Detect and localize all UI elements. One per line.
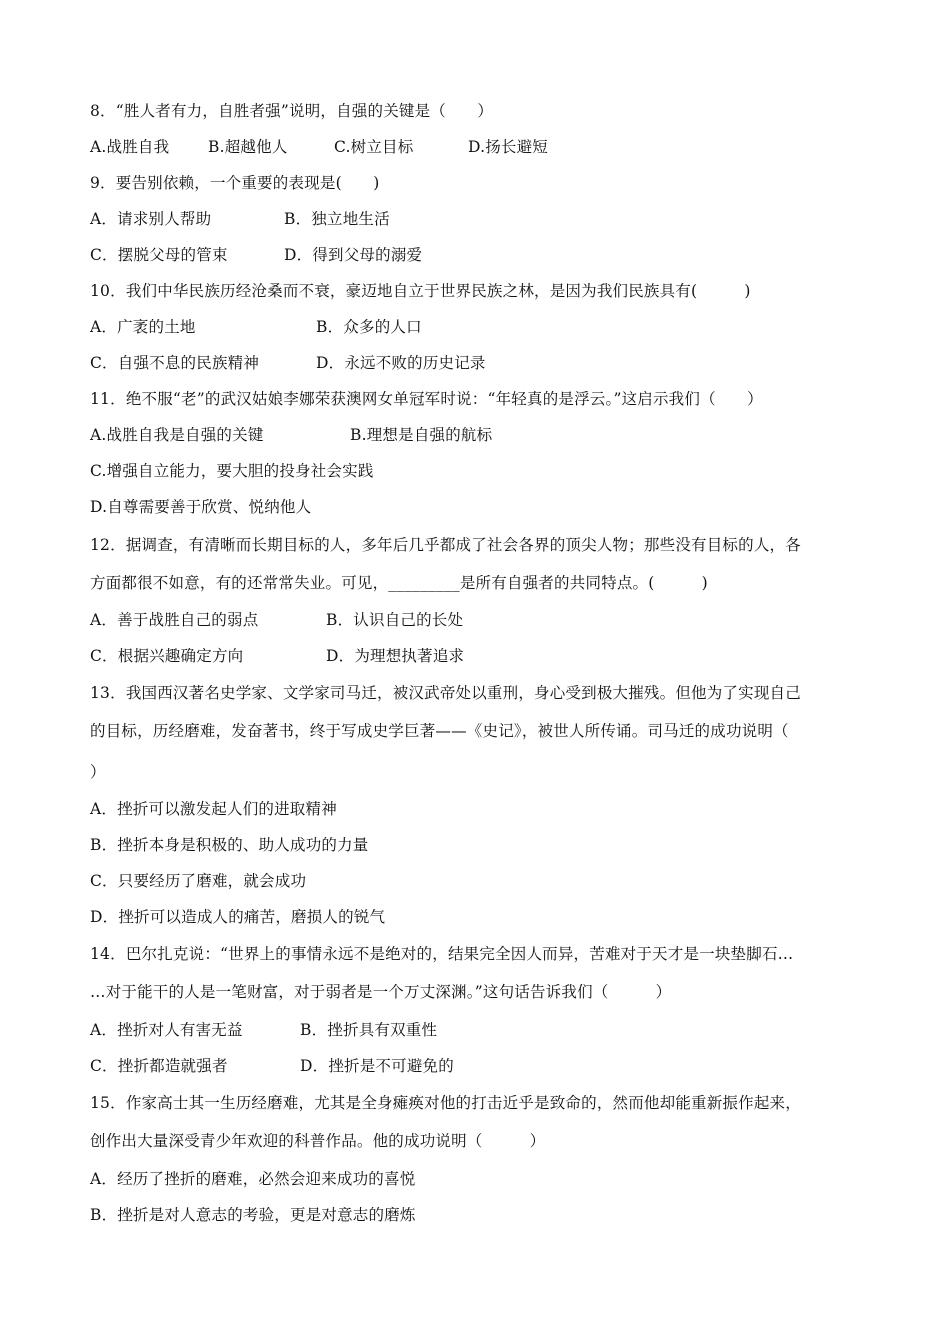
option-a: A．广袤的土地 [90, 318, 196, 336]
question-13-option-b: B．挫折本身是积极的、助人成功的力量 [90, 836, 369, 854]
option-c: C.树立目标 [334, 138, 414, 156]
question-15-option-a: A．经历了挫折的磨难，必然会迎来成功的喜悦 [90, 1170, 416, 1188]
question-15-option-b: B．挫折是对人意志的考验，更是对意志的磨炼 [90, 1206, 416, 1224]
option-c: C．自强不息的民族精神 [90, 354, 260, 372]
question-12-options-row-1 [90, 610, 463, 630]
question-13-option-d: D．挫折可以造成人的痛苦，磨损人的锐气 [90, 908, 386, 926]
question-12-stem-line-2: 方面都很不如意，有的还常常失业。可见，_________是所有自强者的共同特点。( ) [90, 574, 708, 592]
option-c: C．根据兴趣确定方向 [90, 647, 244, 665]
question-9-options-row-2 [90, 245, 422, 265]
option-a: A.战胜自我是自强的关键 [90, 426, 264, 444]
question-13-stem-line-1: 13．我国西汉著名史学家、文学家司马迁，被汉武帝处以重刑，身心受到极大摧残。但他为了实现自己 [90, 684, 801, 702]
option-a: A.战胜自我 [90, 138, 170, 156]
option-d: D.扬长避短 [468, 138, 549, 156]
question-12-options-row-2 [90, 646, 464, 666]
question-14-options-row-1 [90, 1020, 437, 1040]
option-b: B．认识自己的长处 [326, 611, 464, 629]
option-d: D．永远不败的历史记录 [316, 354, 486, 372]
option-b: B．独立地生活 [284, 210, 390, 228]
question-10-options-row-1 [90, 317, 422, 337]
question-15-stem-line-2: 创作出大量深受青少年欢迎的科普作品。他的成功说明（ ） [90, 1132, 546, 1150]
option-b: B.超越他人 [208, 138, 288, 156]
option-b: B.理想是自强的航标 [350, 426, 493, 444]
question-11-options-row-1 [90, 425, 492, 445]
option-a: A．挫折对人有害无益 [90, 1021, 243, 1039]
question-13-stem-line-3: ） [90, 763, 106, 781]
option-b: B．众多的人口 [316, 318, 422, 336]
question-13-stem-line-2: 的目标，历经磨难，发奋著书，终于写成史学巨著——《史记》，被世人所传诵。司马迁的成功说明（ [90, 722, 789, 740]
question-11-stem: 11．绝不服“老”的武汉姑娘李娜荣获澳网女单冠军时说：“年轻真的是浮云。”这启示我们（ ） [90, 390, 763, 408]
question-15-stem-line-1: 15．作家高士其一生历经磨难，尤其是全身瘫痪对他的打击近乎是致命的，然而他却能重新振作起来， [90, 1094, 801, 1112]
question-13-option-c: C．只要经历了磨难，就会成功 [90, 872, 307, 890]
question-8-stem: 8．“胜人者有力，自胜者强”说明，自强的关键是（ ） [90, 102, 494, 120]
question-14-stem-line-1: 14．巴尔扎克说：“世界上的事情永远不是绝对的，结果完全因人而异，苦难对于天才是一块垫脚石… [90, 945, 794, 963]
question-9-stem: 9．要告别依赖，一个重要的表现是( ) [90, 174, 380, 192]
question-10-options-row-2 [90, 353, 486, 373]
question-11-option-d: D.自尊需要善于欣赏、悦纳他人 [90, 498, 312, 516]
option-d: D．挫折是不可避免的 [300, 1057, 454, 1075]
question-11-option-c: C.增强自立能力，要大胆的投身社会实践 [90, 462, 374, 480]
question-14-stem-line-2: …对于能干的人是一笔财富，对于弱者是一个万丈深渊。”这句话告诉我们（ ） [90, 983, 672, 1001]
option-a: A．善于战胜自己的弱点 [90, 611, 259, 629]
question-13-option-a: A．挫折可以激发起人们的进取精神 [90, 800, 337, 818]
question-14-options-row-2 [90, 1056, 454, 1076]
option-c: C．挫折都造就强者 [90, 1057, 228, 1075]
question-12-stem-line-1: 12．据调查，有清晰而长期目标的人，多年后几乎都成了社会各界的顶尖人物；那些没有目标的人，各 [90, 536, 801, 554]
option-d: D．得到父母的溺爱 [284, 246, 423, 264]
option-c: C．摆脱父母的管束 [90, 246, 228, 264]
option-d: D．为理想执著追求 [326, 647, 465, 665]
question-8-options [90, 137, 548, 157]
option-a: A．请求别人帮助 [90, 210, 212, 228]
question-10-stem: 10．我们中华民族历经沧桑而不衰，豪迈地自立于世界民族之林，是因为我们民族具有( ) [90, 282, 751, 300]
option-b: B．挫折具有双重性 [300, 1021, 438, 1039]
question-9-options-row-1 [90, 209, 390, 229]
